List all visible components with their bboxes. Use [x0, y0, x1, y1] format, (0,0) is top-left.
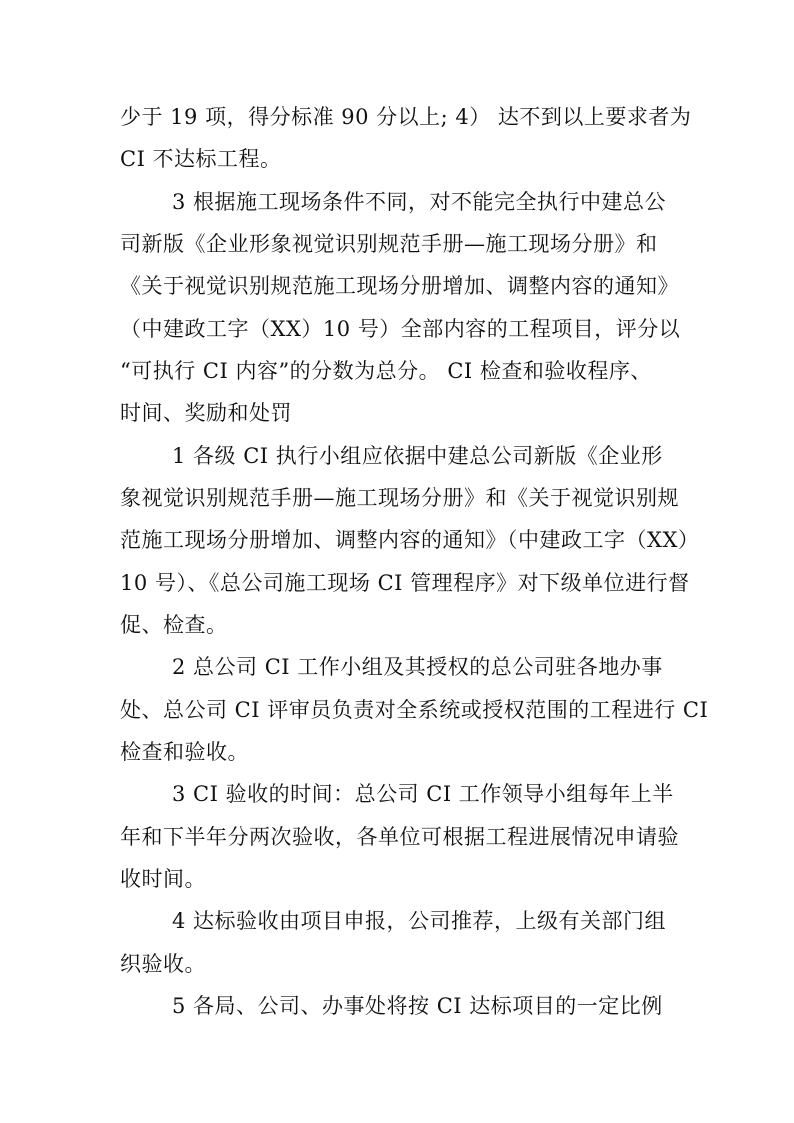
- text-line: 检查和验收。: [120, 740, 249, 764]
- text-line: 处、总公司 CI 评审员负责对全系统或授权范围的工程进行 CI: [120, 698, 709, 722]
- text-line: 10 号）、《总公司施工现场 CI 管理程序》对下级单位进行督: [120, 571, 690, 595]
- text-line: 3 根据施工现场条件不同，对不能完全执行中建总公: [172, 190, 667, 214]
- text-line: 2 总公司 CI 工作小组及其授权的总公司驻各地办事: [172, 655, 663, 679]
- text-line: “可执行 CI 内容”的分数为总分。 CI 检查和验收程序、: [120, 359, 652, 383]
- text-line: 象视觉识别规范手册—施工现场分册》和《关于视觉识别规: [120, 486, 679, 510]
- text-line: 3 CI 验收的时间：总公司 CI 工作领导小组每年上半: [172, 782, 674, 806]
- text-line: 5 各局、公司、办事处将按 CI 达标项目的一定比例: [172, 994, 663, 1018]
- text-line: 织验收。: [120, 952, 206, 976]
- text-line: 《关于视觉识别规范施工现场分册增加、调整内容的通知》: [120, 274, 679, 298]
- text-line: 司新版《企业形象视觉识别规范手册—施工现场分册》和: [120, 232, 658, 256]
- text-line: 1 各级 CI 执行小组应依据中建总公司新版《企业形: [172, 444, 663, 468]
- text-line: 年和下半年分两次验收，各单位可根据工程进展情况申请验: [120, 825, 679, 849]
- text-line: 收时间。: [120, 867, 206, 891]
- text-line: 范施工现场分册增加、调整内容的通知》（中建政工字（XX）: [120, 528, 700, 552]
- text-line: 时间、奖励和处罚: [120, 401, 292, 425]
- text-line: CI 不达标工程。: [120, 147, 282, 171]
- text-line: （中建政工字（XX）10 号）全部内容的工程项目，评分以: [120, 317, 681, 341]
- text-line: 4 达标验收由项目申报，公司推荐，上级有关部门组: [172, 909, 667, 933]
- text-line: 少于 19 项，得分标准 90 分以上; 4） 达不到以上要求者为: [120, 105, 692, 129]
- text-line: 促、检查。: [120, 613, 228, 637]
